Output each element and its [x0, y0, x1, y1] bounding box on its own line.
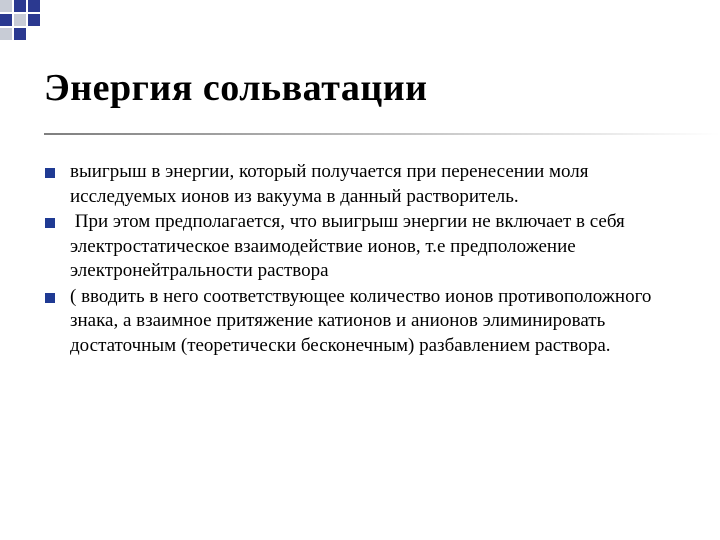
- square-bullet-icon: [45, 218, 55, 228]
- decoration-squares: [0, 0, 40, 40]
- bullet-item-1: [44, 160, 684, 209]
- bullet-text: ( вводить в него соответствующее количество ионов противоположного знака, а взаимное притяжение катионов и анионов элиминировать достаточным (теоретически бесконечным) разбавлением раствора.: [70, 285, 652, 356]
- bullet-text: выигрыш в энергии, который получается при перенесении моля исследуемых ионов из вакуума в данный растворитель.: [70, 161, 589, 207]
- title-underline: [44, 133, 720, 135]
- square-bullet-icon: [45, 293, 55, 303]
- bullet-item-3: [44, 285, 684, 359]
- header-decoration: [0, 0, 720, 48]
- bullet-text: При этом предполагается, что выигрыш энергии не включает в себя электростатическое взаимодействие ионов, т.е предположение электронейтральности раствора: [70, 211, 630, 281]
- bullet-item-2: [44, 210, 684, 284]
- slide-title: Энергия сольватации: [44, 67, 428, 109]
- bullet-list: [44, 160, 684, 359]
- square-bullet-icon: [45, 168, 55, 178]
